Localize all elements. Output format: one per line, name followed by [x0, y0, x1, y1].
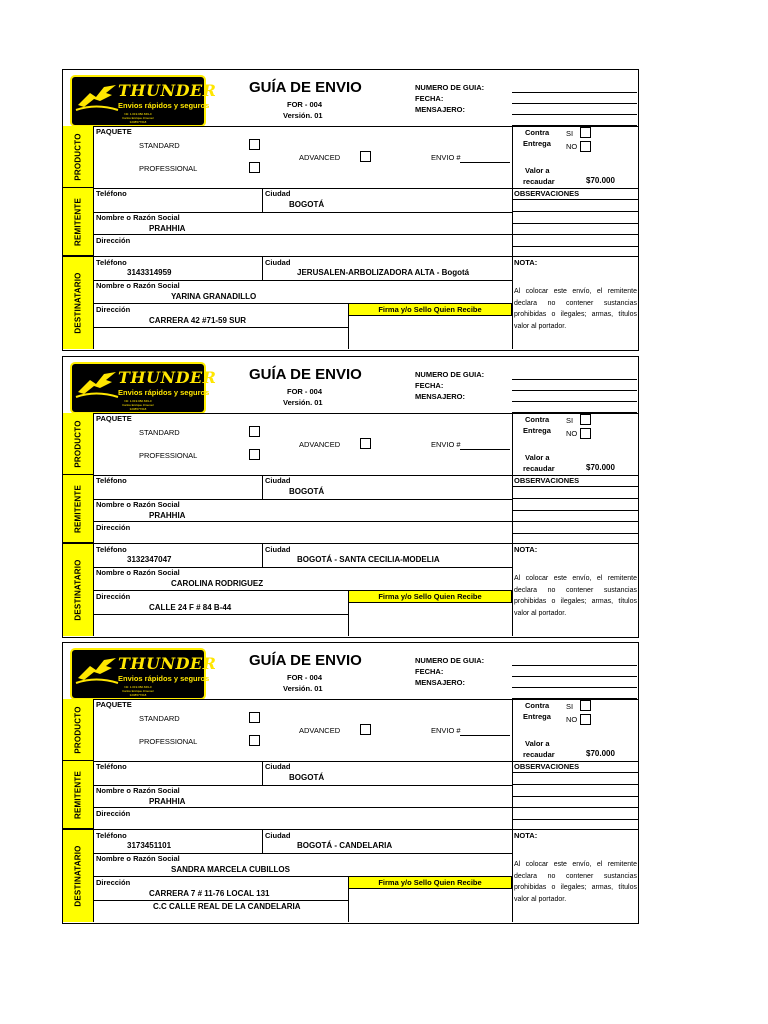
numero-guia-label: NUMERO DE GUIA: — [415, 370, 485, 379]
remitente-col-divider — [262, 761, 263, 785]
form-title: GUÍA DE ENVIO — [249, 366, 362, 383]
observaciones-line-3[interactable] — [512, 223, 638, 224]
form-code: FOR - 004 — [287, 673, 323, 682]
mensajero-field[interactable] — [512, 687, 637, 688]
remitente-direccion-label: Dirección — [96, 523, 131, 532]
envio-label: ENVIO # — [431, 153, 461, 162]
remitente-nombre-value: PRAHHIA — [149, 797, 186, 806]
mensajero-label: MENSAJERO: — [415, 105, 466, 114]
thunder-logo — [70, 75, 217, 127]
brand-name: THUNDER — [118, 654, 217, 673]
remitente-nombre-value: PRAHHIA — [149, 224, 186, 233]
observaciones-line-3[interactable] — [512, 796, 638, 797]
fecha-label: FECHA: — [415, 381, 444, 390]
si-checkbox[interactable] — [580, 414, 591, 425]
destinatario-nombre-value: YARINA GRANADILLO — [171, 292, 257, 301]
si-label: SI — [566, 129, 574, 138]
remitente-ciudad-value: BOGOTÁ — [289, 487, 325, 496]
observaciones-line-4[interactable] — [512, 521, 638, 522]
destinatario-line-3 — [94, 614, 348, 615]
numero-guia-field[interactable] — [512, 665, 637, 666]
advanced-checkbox[interactable] — [360, 724, 371, 735]
observaciones-line-1[interactable] — [512, 772, 638, 773]
destinatario-nombre-label: Nombre o Razón Social — [96, 854, 180, 863]
envio-field[interactable] — [460, 735, 510, 736]
destinatario-ciudad-value: BOGOTÁ - SANTA CECILIA-MODELIA — [297, 555, 440, 564]
observaciones-line-4[interactable] — [512, 807, 638, 808]
professional-checkbox[interactable] — [249, 162, 260, 173]
eagle-icon — [76, 656, 118, 686]
remitente-bottom — [63, 543, 638, 544]
destinatario-telefono-value: 3132347047 — [127, 555, 172, 564]
advanced-label: ADVANCED — [299, 153, 341, 162]
observaciones-line-1[interactable] — [512, 199, 638, 200]
destinatario-nombre-value: SANDRA MARCELA CUBILLOS — [171, 865, 290, 874]
si-label: SI — [566, 702, 574, 711]
header-divider — [63, 126, 638, 127]
brand-phone: 3208577618 — [129, 120, 147, 124]
form-code: FOR - 004 — [287, 100, 323, 109]
firma-sello-label: Firma y/o Sello Quien Recibe — [348, 303, 512, 316]
nota-text: Al colocar este envío, el remitente declara no contener sustancias prohibidas o ilegales; armas, títulos valor al portador. — [514, 861, 637, 903]
observaciones-line-5[interactable] — [512, 819, 638, 820]
remitente-nombre-value: PRAHHIA — [149, 511, 186, 520]
remitente-ciudad-value: BOGOTÁ — [289, 200, 325, 209]
contra-label: Contra — [525, 415, 550, 424]
paquete-label: PAQUETE — [96, 700, 132, 709]
form-code: FOR - 004 — [287, 387, 323, 396]
destinatario-ciudad-value: BOGOTÁ - CANDELARIA — [297, 841, 393, 850]
remitente-ciudad-label: Ciudad — [265, 762, 291, 771]
firma-area-divider — [348, 889, 349, 922]
envio-label: ENVIO # — [431, 726, 461, 735]
shipping-guide — [62, 642, 639, 924]
destinatario-col-divider — [262, 256, 263, 280]
remitente-bottom — [63, 829, 638, 830]
envio-field[interactable] — [460, 162, 510, 163]
valor-amount: $70.000 — [586, 176, 615, 185]
professional-label: PROFESSIONAL — [139, 164, 198, 173]
numero-guia-label: NUMERO DE GUIA: — [415, 83, 485, 92]
remitente-sidebar: REMITENTE — [63, 761, 94, 829]
destinatario-telefono-label: Teléfono — [96, 545, 127, 554]
brand-owner: Carlos Enrique Jimenez — [122, 403, 154, 407]
destinatario-telefono-label: Teléfono — [96, 258, 127, 267]
destinatario-direccion-label: Dirección — [96, 592, 131, 601]
brand-owner: Carlos Enrique Jimenez — [122, 689, 154, 693]
destinatario-line-3 — [94, 327, 348, 328]
professional-label: PROFESSIONAL — [139, 737, 198, 746]
remitente-sidebar: REMITENTE — [63, 475, 94, 543]
destinatario-nombre-label: Nombre o Razón Social — [96, 281, 180, 290]
producto-divider — [512, 126, 513, 188]
right-column-divider — [512, 761, 513, 922]
no-label: NO — [566, 429, 578, 438]
nota-label: NOTA: — [514, 831, 538, 840]
mensajero-label: MENSAJERO: — [415, 392, 466, 401]
recaudar-label: recaudar — [523, 177, 555, 186]
mensajero-field[interactable] — [512, 114, 637, 115]
observaciones-label: OBSERVACIONES — [514, 189, 580, 198]
fecha-field[interactable] — [512, 676, 637, 677]
mensajero-label: MENSAJERO: — [415, 678, 466, 687]
standard-label: STANDARD — [139, 141, 180, 150]
eagle-icon — [76, 370, 118, 400]
nota-text: Al colocar este envío, el remitente declara no contener sustancias prohibidas o ilegales; armas, títulos valor al portador. — [514, 575, 637, 617]
brand-tagline: Envios rápidos y seguros — [118, 388, 210, 397]
remitente-sidebar: REMITENTE — [63, 188, 94, 256]
thunder-logo — [70, 362, 217, 414]
contra-label: Contra — [525, 701, 550, 710]
brand-name: THUNDER — [118, 81, 217, 100]
remitente-direccion-label: Dirección — [96, 809, 131, 818]
destinatario-sidebar: DESTINATARIO — [63, 543, 94, 636]
recaudar-label: recaudar — [523, 750, 555, 759]
observaciones-line-3[interactable] — [512, 510, 638, 511]
destinatario-col-divider — [262, 829, 263, 853]
no-checkbox[interactable] — [580, 141, 591, 152]
fecha-label: FECHA: — [415, 94, 444, 103]
valor-label: Valor a — [525, 166, 550, 175]
destinatario-direccion-value: CARRERA 42 #71-59 SUR — [149, 316, 247, 325]
no-label: NO — [566, 715, 578, 724]
remitente-col-divider — [262, 188, 263, 212]
destinatario-line-2 — [94, 303, 348, 304]
brand-phone: 3208577618 — [129, 407, 147, 411]
standard-checkbox[interactable] — [249, 139, 260, 150]
eagle-icon — [76, 83, 118, 113]
remitente-line-2 — [94, 807, 512, 808]
paquete-label: PAQUETE — [96, 127, 132, 136]
nota-label: NOTA: — [514, 258, 538, 267]
form-title: GUÍA DE ENVIO — [249, 79, 362, 96]
paquete-label: PAQUETE — [96, 414, 132, 423]
shipping-guide — [62, 69, 639, 351]
observaciones-line-2[interactable] — [512, 784, 638, 785]
numero-guia-field[interactable] — [512, 379, 637, 380]
professional-label: PROFESSIONAL — [139, 451, 198, 460]
remitente-col-divider — [262, 475, 263, 499]
observaciones-label: OBSERVACIONES — [514, 476, 580, 485]
remitente-direccion-label: Dirección — [96, 236, 131, 245]
advanced-checkbox[interactable] — [360, 151, 371, 162]
destinatario-direccion-value: CARRERA 7 # 11-76 LOCAL 131 — [149, 889, 270, 898]
form-version: Versión. 01 — [283, 684, 323, 693]
destinatario-line-2 — [94, 590, 348, 591]
remitente-line-2 — [94, 521, 512, 522]
remitente-ciudad-value: BOGOTÁ — [289, 773, 325, 782]
si-checkbox[interactable] — [580, 700, 591, 711]
destinatario-telefono-value: 3173451101 — [127, 841, 172, 850]
destinatario-direccion-label: Dirección — [96, 878, 131, 887]
no-label: NO — [566, 142, 578, 151]
destinatario-direccion2-value: C.C CALLE REAL DE LA CANDELARIA — [153, 902, 301, 911]
si-label: SI — [566, 416, 574, 425]
professional-checkbox[interactable] — [249, 735, 260, 746]
producto-divider — [512, 413, 513, 475]
nota-text: Al colocar este envío, el remitente declara no contener sustancias prohibidas o ilegales; armas, títulos valor al portador. — [514, 288, 637, 330]
firma-area-divider — [348, 603, 349, 636]
brand-tagline: Envios rápidos y seguros — [118, 674, 210, 683]
destinatario-line-3 — [94, 900, 348, 901]
right-column-divider — [512, 475, 513, 636]
advanced-checkbox[interactable] — [360, 438, 371, 449]
destinatario-ciudad-label: Ciudad — [265, 831, 291, 840]
no-checkbox[interactable] — [580, 714, 591, 725]
destinatario-telefono-value: 3143314959 — [127, 268, 172, 277]
producto-sidebar: PRODUCTO — [63, 126, 94, 188]
header-divider — [63, 413, 638, 414]
valor-amount: $70.000 — [586, 463, 615, 472]
header-divider — [63, 699, 638, 700]
form-version: Versión. 01 — [283, 398, 323, 407]
observaciones-label: OBSERVACIONES — [514, 762, 580, 771]
brand-name: THUNDER — [118, 368, 217, 387]
brand-tagline: Envios rápidos y seguros — [118, 101, 210, 110]
brand-nit: Nit: 1.019.082.849-0 — [124, 399, 152, 403]
standard-label: STANDARD — [139, 428, 180, 437]
destinatario-direccion-label: Dirección — [96, 305, 131, 314]
fecha-label: FECHA: — [415, 667, 444, 676]
remitente-bottom — [63, 256, 638, 257]
nota-label: NOTA: — [514, 545, 538, 554]
valor-label: Valor a — [525, 453, 550, 462]
remitente-telefono-label: Teléfono — [96, 762, 127, 771]
numero-guia-field[interactable] — [512, 92, 637, 93]
brand-phone: 3208577618 — [129, 693, 147, 697]
advanced-label: ADVANCED — [299, 440, 341, 449]
destinatario-sidebar: DESTINATARIO — [63, 829, 94, 922]
fecha-field[interactable] — [512, 103, 637, 104]
destinatario-col-divider — [262, 543, 263, 567]
contra-label: Contra — [525, 128, 550, 137]
envio-field[interactable] — [460, 449, 510, 450]
observaciones-line-4[interactable] — [512, 234, 638, 235]
si-checkbox[interactable] — [580, 127, 591, 138]
destinatario-ciudad-label: Ciudad — [265, 258, 291, 267]
destinatario-ciudad-value: JERUSALEN-ARBOLIZADORA ALTA - Bogotá — [297, 268, 470, 277]
valor-amount: $70.000 — [586, 749, 615, 758]
form-title: GUÍA DE ENVIO — [249, 652, 362, 669]
advanced-label: ADVANCED — [299, 726, 341, 735]
destinatario-nombre-label: Nombre o Razón Social — [96, 568, 180, 577]
envio-label: ENVIO # — [431, 440, 461, 449]
destinatario-direccion-value: CALLE 24 F # 84 B-44 — [149, 603, 232, 612]
mensajero-field[interactable] — [512, 401, 637, 402]
entrega-label: Entrega — [523, 426, 551, 435]
observaciones-line-5[interactable] — [512, 246, 638, 247]
standard-checkbox[interactable] — [249, 712, 260, 723]
observaciones-line-1[interactable] — [512, 486, 638, 487]
brand-owner: Carlos Enrique Jimenez — [122, 116, 154, 120]
right-column-divider — [512, 188, 513, 349]
remitente-nombre-label: Nombre o Razón Social — [96, 500, 180, 509]
remitente-telefono-label: Teléfono — [96, 476, 127, 485]
standard-checkbox[interactable] — [249, 426, 260, 437]
numero-guia-label: NUMERO DE GUIA: — [415, 656, 485, 665]
destinatario-line-2 — [94, 876, 348, 877]
thunder-logo — [70, 648, 217, 700]
fecha-field[interactable] — [512, 390, 637, 391]
entrega-label: Entrega — [523, 139, 551, 148]
remitente-ciudad-label: Ciudad — [265, 476, 291, 485]
professional-checkbox[interactable] — [249, 449, 260, 460]
entrega-label: Entrega — [523, 712, 551, 721]
standard-label: STANDARD — [139, 714, 180, 723]
destinatario-telefono-label: Teléfono — [96, 831, 127, 840]
producto-divider — [512, 699, 513, 761]
observaciones-line-5[interactable] — [512, 533, 638, 534]
brand-nit: Nit: 1.019.082.849-0 — [124, 685, 152, 689]
destinatario-ciudad-label: Ciudad — [265, 545, 291, 554]
brand-nit: Nit: 1.019.082.849-0 — [124, 112, 152, 116]
firma-sello-label: Firma y/o Sello Quien Recibe — [348, 876, 512, 889]
remitente-nombre-label: Nombre o Razón Social — [96, 786, 180, 795]
valor-label: Valor a — [525, 739, 550, 748]
no-checkbox[interactable] — [580, 428, 591, 439]
remitente-nombre-label: Nombre o Razón Social — [96, 213, 180, 222]
shipping-guide — [62, 356, 639, 638]
observaciones-line-2[interactable] — [512, 498, 638, 499]
recaudar-label: recaudar — [523, 464, 555, 473]
form-version: Versión. 01 — [283, 111, 323, 120]
remitente-ciudad-label: Ciudad — [265, 189, 291, 198]
producto-sidebar: PRODUCTO — [63, 699, 94, 761]
firma-sello-label: Firma y/o Sello Quien Recibe — [348, 590, 512, 603]
remitente-telefono-label: Teléfono — [96, 189, 127, 198]
destinatario-sidebar: DESTINATARIO — [63, 256, 94, 349]
firma-area-divider — [348, 316, 349, 349]
observaciones-line-2[interactable] — [512, 211, 638, 212]
producto-sidebar: PRODUCTO — [63, 413, 94, 475]
destinatario-nombre-value: CAROLINA RODRIGUEZ — [171, 579, 264, 588]
remitente-line-2 — [94, 234, 512, 235]
